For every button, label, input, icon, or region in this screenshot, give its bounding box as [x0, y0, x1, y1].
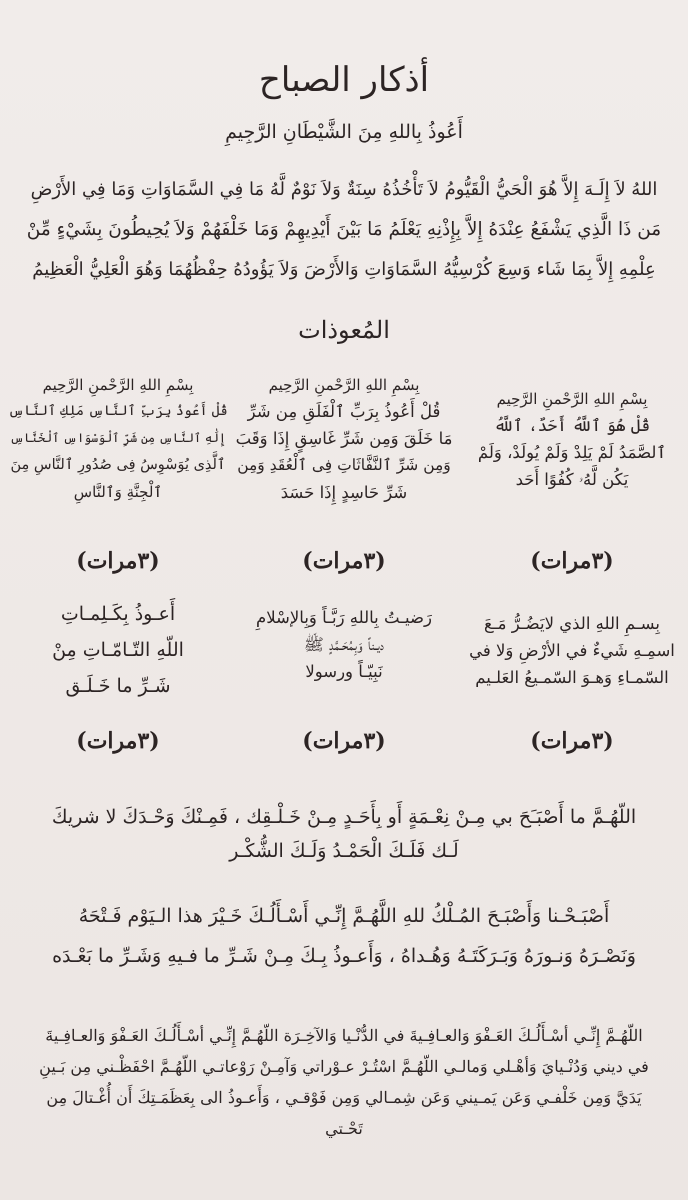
page-title: أذكار الصباح: [258, 60, 430, 100]
dua-nimah: [22, 800, 666, 868]
dhikr-line: نَبِيّـاً ورسولا: [305, 662, 383, 681]
verse-line: مَا خَلَقَ وَمِن شَرِّ غَاسِقٍ إِذَا وَقَبَ: [235, 429, 453, 448]
basmala: بِسْمِ اللهِ الرَّحْمنِ الرَّحِيم: [268, 376, 420, 394]
repeat-count: (٣مرات): [302, 548, 386, 574]
dua-line: يَدَيَّ وَمِن خَلْفـي وَعَن يَمـيني وَعَن شِمـالي وَمِن فَوْقـي ، وَأَعـوذُ الى بِعَظَمَـتِكَ أَن أُغْـتالَ مِن: [46, 1088, 642, 1107]
dhikr-line: بِسـمِ اللهِ الذي لايَضُـرُّ مَـعَ: [484, 614, 660, 633]
repeat-count: (٣مرات): [76, 728, 160, 754]
dua-line: تَحْـتي: [325, 1119, 363, 1138]
kursi-line: اللهُ لاَ إِلَـهَ إِلاَّ هُوَ الْحَيُّ الْقَيُّومُ لاَ تَأْخُذُهُ سِنَةٌ وَلاَ نَوْمٌ لَّهُ مَا فِي السَّمَاوَاتِ وَمَا فِي الأَرْضِ: [30, 179, 658, 200]
verse-line: وَمِن شَرِّ ٱلنَّفَّاثَاتِ فِى ٱلْعُقَدِ وَمِن: [237, 456, 451, 474]
surah-ikhlas: [462, 386, 682, 493]
verse-line: ٱلَّذِى يُوَسْوِسُ فِى صُدُورِ ٱلنَّاسِ مِنَ: [10, 457, 226, 473]
basmala: بِسْمِ اللهِ الرَّحْمنِ الرَّحِيم: [496, 390, 648, 408]
dua-line: اللّهُـمَّ ما أَصْبَـَحَ بي مِـنْ نِعْـمَةٍ أَو بِأَحَـدٍ مِـنْ خَـلْـقِك ، فَمِـنْكَ وَحْـدَكَ لا شريكَ: [51, 806, 637, 828]
dua-line: اللّهُـمَّ إِنِّـي أسْـأَلُـكَ العَـفْوَ وَالعـافِـيةَ في الدُّنْـيا وَالآخِـرَة اللّهُـمَّ إِنِّـي أسْـأَلُـكَ العَـفْوَ وَالعـافِـيةَ: [45, 1026, 643, 1045]
dhikr-line: ديـناً وَبِمُحَـمَّدٍ ﷺ: [303, 635, 385, 654]
verse-line: ٱلصَّمَدُ لَمْ يَلِدْ وَلَمْ يُولَدْ، وَلَمْ: [477, 443, 667, 462]
repeat-count: (٣مرات): [302, 728, 386, 754]
dua-line: وَنَصْـرَهُ وَنـورَهُ وَبَـرَكَتَـهُ وَهُـداهُ ، وَأَعـوذُ بِـكَ مِـنْ شَـرِّ ما فـيهِ وَشَـرِّ ما بَعْـدَه: [52, 945, 636, 967]
repeat-count: (٣مرات): [76, 548, 160, 574]
dhikr-audhu: [8, 596, 228, 704]
dua-asbahna: [22, 896, 666, 976]
verse-line: يَكُن لَّهُۥ كُفُوًا أَحَد: [515, 470, 629, 489]
dua-line: في ديني وَدُنْـيايَ وَأهْـلي وَمالـي اللّهُـمَّ اسْتُـرْ عـوْراتي وَآمِـنْ رَوْعاتـي اللّهُـمَّ احْفَظْـني مِن بَـينِ: [39, 1057, 649, 1076]
dhikr-raditu: [234, 604, 454, 685]
muawwidhat-title: المُعوذات: [298, 316, 390, 344]
dua-afiyah: [22, 1020, 666, 1144]
verse-line: ٱلْجِنَّةِ وَٱلنَّاسِ: [73, 483, 163, 501]
surah-falaq: [234, 372, 454, 506]
verse-line: قُلْ هُوَ ٱللَّهُ أَحَدٌ، ٱللَّهُ: [493, 416, 651, 435]
taawudh-text: أَعُوذُ بِاللهِ مِنَ الشَّيْطَانِ الرَّجِيمِ: [225, 121, 463, 143]
dhikr-line: أَعـوذُ بِكَـلِمـاتِ: [60, 603, 176, 625]
kursi-line: مَن ذَا الَّذِي يَشْفَعُ عِنْدَهُ إِلاَّ بِإِذْنِهِ يَعْلَمُ مَا بَيْنَ أَيْدِيهِمْ وَمَا خَلْفَهُمْ وَلاَ يُحِيطُونَ بِشَيْءٍ مِّنْ: [26, 219, 662, 240]
verse-line: قُلْ أَعُوذُ بِرَبِّ ٱلنَّاسِ مَلِكِ ٱلنَّاسِ: [8, 403, 228, 419]
verse-line: إِلَٰهِ ٱلنَّاسِ مِن شَرِّ ٱلْوَسْوَاسِ ٱلْخَنَّاسِ: [10, 431, 226, 445]
ayat-al-kursi: [24, 170, 664, 290]
dua-line: لَـك فَلَـكَ الْحَمْـدُ وَلَـكَ الشُّكْـر: [229, 840, 459, 862]
dua-line: أَصْبَـحْـنا وَأَصْبَـحَ المُـلْكُ للهِ اللَّهُـمَّ إِنِّـي أَسْـأَلُـكَ خَـيْرَ هذا الـيَوْم فَـتْحَهُ: [78, 905, 610, 927]
dhikr-line: السّمـاءِ وَهـوَ السّمـيعُ العَلـيم: [475, 668, 669, 687]
dhikr-line: اسمِـهِ شَيءٌ في الأرْضِ وَلا في: [469, 641, 675, 660]
verse-line: شَرِّ حَاسِدٍ إِذَا حَسَدَ: [280, 483, 408, 502]
repeat-count: (٣مرات): [530, 548, 614, 574]
basmala: بِسْمِ اللهِ الرَّحْمنِ الرَّحِيم: [42, 376, 194, 394]
kursi-line: عِلْمِهِ إِلاَّ بِمَا شَاء وَسِعَ كُرْسِيُّهُ السَّمَاوَاتِ وَالأَرْضَ وَلاَ يَؤُودُهُ حِفْظُهُمَا وَهُوَ الْعَلِيُّ الْعَظِيمُ: [32, 259, 656, 280]
dhikr-line: اللّهِ التّـامّـاتِ مِنْ: [52, 639, 184, 661]
verse-line: قُلْ أَعُوذُ بِرَبِّ ٱلْفَلَقِ مِن شَرِّ: [247, 402, 441, 421]
surah-nas: [8, 372, 228, 506]
dhikr-line: رَضيـتُ بِاللهِ رَبَّـاً وَبِالإسْلامِ: [256, 608, 432, 627]
dhikr-line: شَـرِّ ما خَـلَـق: [65, 675, 171, 697]
repeat-count: (٣مرات): [530, 728, 614, 754]
dhikr-bismillah: [462, 610, 682, 691]
